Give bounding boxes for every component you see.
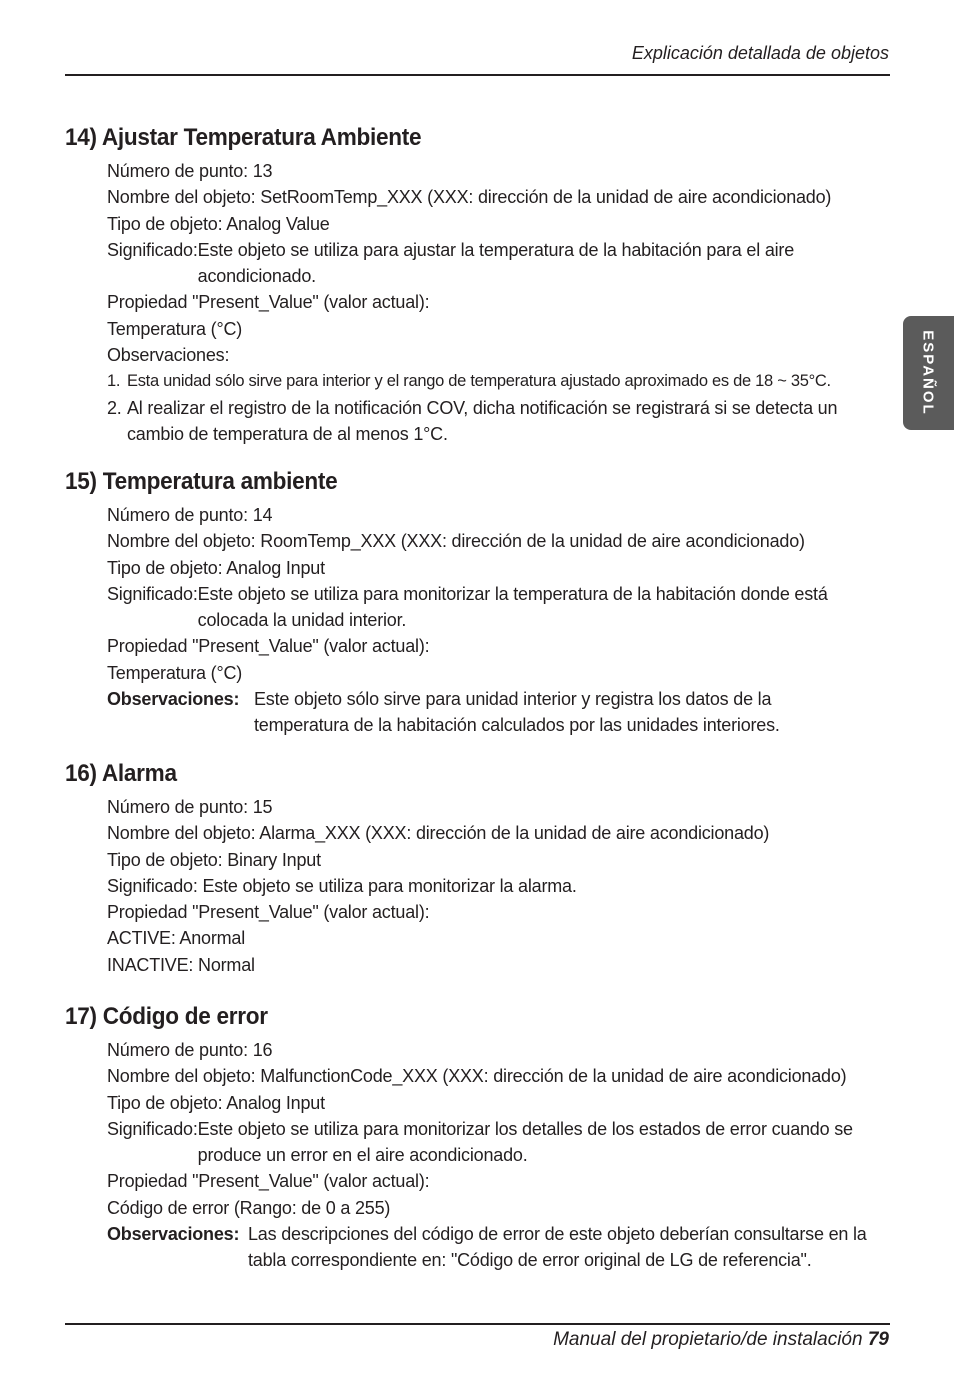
section-heading: 14) Ajustar Temperatura Ambiente [65,124,422,151]
running-footer [553,1329,889,1351]
section-body [107,502,895,739]
notes-label: Observaciones: [107,345,230,366]
section-body [107,1037,895,1274]
point-number: Número de punto: 16 [107,1040,273,1060]
object-type: Tipo de objeto: Analog Input [107,1092,325,1113]
inactive-value: INACTIVE: Normal [107,954,255,975]
note-text: Esta unidad sólo sirve para interior y el rango de temperatura ajustado aproximado es de 18 ~ 35°C. [127,372,831,391]
property-value: Temperatura (°C) [107,662,243,683]
meaning-row [107,1116,895,1169]
footer-title: Manual del propietario/de instalación [553,1329,868,1350]
section-heading: 17) Código de error [65,1003,268,1030]
note-number: 2. [107,397,122,418]
footer-rule [65,1323,890,1325]
meaning-label: Significado: [107,1118,198,1139]
meaning-label: Significado: [107,583,198,604]
meaning-row [107,581,895,634]
running-header: Explicación detallada de objetos [631,43,889,63]
notes-row [107,1221,895,1274]
section-14 [65,124,895,447]
meaning-text: Este objeto se utiliza para monitorizar los detalles de los estados de error cuando se produce un error en el aire acondicionado. [197,1118,853,1166]
point-number: Número de punto: 15 [107,797,273,817]
object-type: Tipo de objeto: Binary Input [107,849,321,870]
notes-row [107,686,895,739]
meaning-text: Este objeto se utiliza para ajustar la temperatura de la habitación para el aire acondicionado. [197,239,795,287]
object-name: Nombre del objeto: SetRoomTemp_XXX (XXX: dirección de la unidad de aire acondicionado) [107,187,832,208]
language-tab-label: ESPAÑOL [919,330,937,416]
notes-label: Observaciones: [107,689,240,710]
point-number: Número de punto: 14 [107,505,273,525]
property-label: Propiedad "Present_Value" (valor actual): [107,636,430,657]
object-name: Nombre del objeto: Alarma_XXX (XXX: dirección de la unidad de aire acondicionado) [107,823,770,844]
active-value: ACTIVE: Anormal [107,928,246,949]
note-text: Al realizar el registro de la notificación COV, dicha notificación se registrará si se detecta un cambio de temperatura de al menos 1°C. [127,397,838,444]
notes-label: Observaciones: [107,1224,240,1245]
notes-text: Este objeto sólo sirve para unidad interior y registra los datos de la temperatura de la habitación calculados por las unidades interiores. [254,689,780,736]
object-type: Tipo de objeto: Analog Input [107,557,325,578]
object-name: Nombre del objeto: RoomTemp_XXX (XXX: dirección de la unidad de aire acondicionado) [107,531,805,552]
section-body [107,794,895,978]
property-label: Propiedad "Present_Value" (valor actual): [107,902,430,923]
meaning-label: Significado: [107,239,198,260]
object-type: Tipo de objeto: Analog Value [107,213,330,234]
header-rule [65,74,890,76]
note-number: 1. [107,372,121,391]
object-name: Nombre del objeto: MalfunctionCode_XXX (XXX: dirección de la unidad de aire acondicionado) [107,1066,847,1087]
section-heading: 16) Alarma [65,760,177,787]
notes-text: Las descripciones del código de error de este objeto deberían consultarse en la tabla correspondiente en: "Código de error original de LG de referencia". [248,1224,867,1271]
property-value: Temperatura (°C) [107,318,243,339]
section-heading: 15) Temperatura ambiente [65,468,338,495]
property-value: Código de error (Rango: de 0 a 255) [107,1197,391,1218]
property-label: Propiedad "Present_Value" (valor actual): [107,292,430,313]
section-body [107,158,895,447]
note-item [107,368,895,394]
meaning-text: Significado: Este objeto se utiliza para monitorizar la alarma. [107,875,577,896]
language-tab [903,316,954,430]
meaning-row [107,237,895,290]
section-17 [65,1003,895,1274]
point-number: Número de punto: 13 [107,161,273,181]
section-16 [65,760,895,978]
note-item [107,395,895,448]
section-15 [65,468,895,739]
page-number: 79 [867,1329,889,1350]
property-label: Propiedad "Present_Value" (valor actual): [107,1171,430,1192]
meaning-text: Este objeto se utiliza para monitorizar la temperatura de la habitación donde está colocada la unidad interior. [197,583,828,631]
